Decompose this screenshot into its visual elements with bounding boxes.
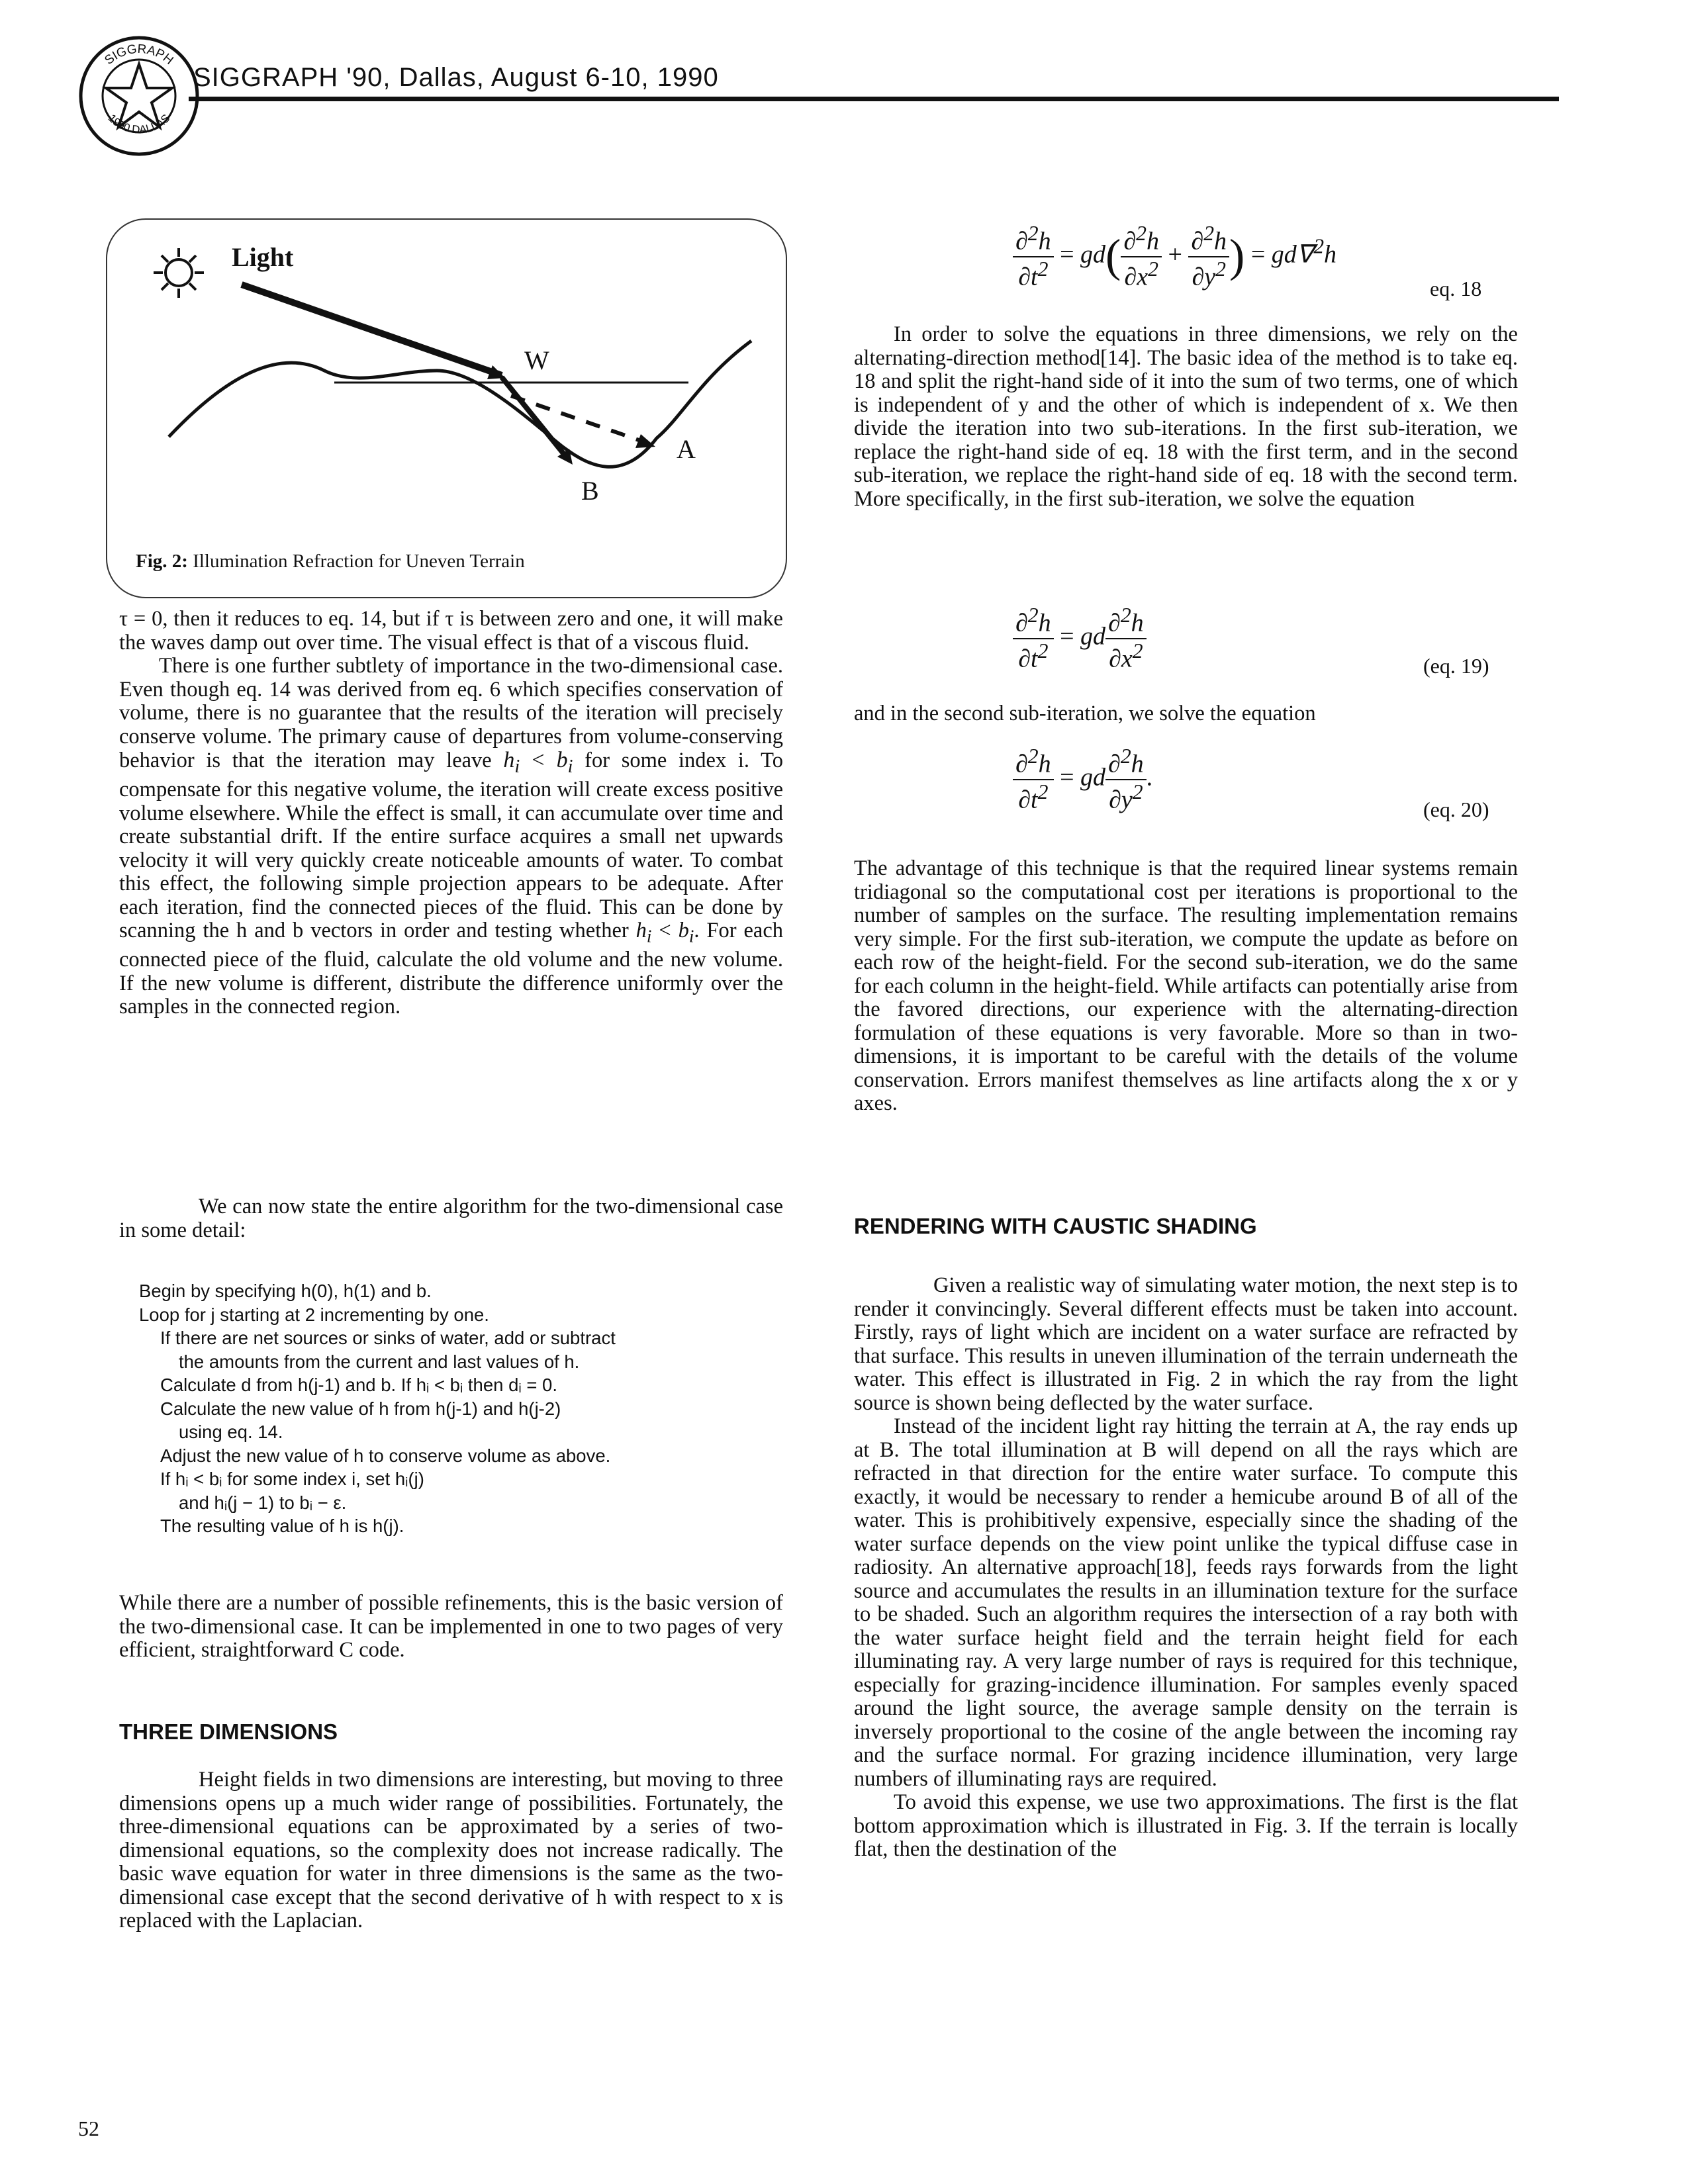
- algo-line: If there are net sources or sinks of water, add or subtract: [160, 1328, 616, 1348]
- label-a: A: [677, 434, 696, 464]
- figure-2-diagram: [106, 218, 784, 549]
- algo-line: using eq. 14.: [179, 1422, 283, 1442]
- algo-line: the amounts from the current and last values of h.: [179, 1351, 580, 1372]
- header-rule: [189, 97, 1559, 101]
- right-paragraph-3: The advantage of this technique is that the required linear systems remain tridiagonal so the computational cost per iterations is proportional to the number of samples on the surface. The resulting implementation remains very simple. For the first sub-iteration, we compute the update as before on each row of the height-field. For the second sub-iteration, we do the same for each column in the height-field. While artifacts can potentially arise from the favored directions, our experience with the alternating-direction formulation of these equations is very favorable. More so than in two-dimensions, it is important to be careful with the details of the volume conservation. Errors manifest themselves as line artifacts along the x or y axes.: [854, 856, 1518, 1115]
- eq18-label: eq. 18: [1430, 277, 1482, 300]
- refracted-ray: [502, 377, 566, 457]
- sun-icon: [154, 248, 204, 298]
- svg-text:SIGGRAPH: SIGGRAPH: [102, 42, 176, 68]
- unrefracted-ray: [511, 396, 639, 440]
- figure-2-caption: Fig. 2: Illumination Refraction for Uneven Terrain: [136, 551, 525, 572]
- light-label: Light: [232, 242, 294, 272]
- heading-three-dimensions: THREE DIMENSIONS: [119, 1719, 338, 1744]
- algo-line: If hᵢ < bᵢ for some index i, set hᵢ(j): [160, 1469, 424, 1489]
- right-paragraph-2: and in the second sub-iteration, we solve the equation: [854, 702, 1316, 725]
- algo-line: and hᵢ(j − 1) to bᵢ − ε.: [179, 1492, 347, 1513]
- heading-rendering: RENDERING WITH CAUSTIC SHADING: [854, 1214, 1257, 1238]
- left-paragraph-5: Height fields in two dimensions are interesting, but moving to three dimensions opens up a much wider range of possibilities. Fortunately, the three-dimensional equations can be approximated by a series of two-dimensional equations, so the complexity does not increase radically. The basic wave equation for water in three dimensions is the same as the two-dimensional case except that the second derivative of h with respect to x is replaced with the Laplacian.: [119, 1768, 783, 1933]
- conference-header: SIGGRAPH '90, Dallas, August 6-10, 1990: [193, 63, 719, 92]
- page-number: 52: [78, 2116, 99, 2140]
- algo-line: Calculate the new value of h from h(j-1) and h(j-2): [160, 1398, 561, 1419]
- left-paragraph-2: There is one further subtlety of importance in the two-dimensional case. Even though eq. 14 was derived from eq. 6 which specifies conservation of volume, there is no guarantee that the results of the iteration will precisely conserve volume. The primary cause of departures from volume-conserving behavior is that the iteration may leave $h_i < b_i$ for some index i. To compensate for this negative volume, the iteration will create excess positive volume elsewhere. While the effect is small, it can accumulate over time and create substantial drift. If the entire surface acquires a small net upwards velocity it will very quickly create noticeable amounts of water. To combat this effect, the following simple projection appears to be adequate. After each iteration, find the connected pieces of the fluid. This can be done by scanning the h and b vectors in order and testing whether $h_i < b_i$. For each connected piece of the fluid, calculate the old volume and the new volume. If the new volume is different, distribute the difference uniformly over the samples in the connected region.: [119, 654, 783, 1019]
- siggraph-logo: [73, 30, 205, 162]
- eq19-label: (eq. 19): [1423, 654, 1489, 678]
- right-paragraph-4: Given a realistic way of simulating water motion, the next step is to render it convincingly. Several different effects must be taken into account. Firstly, rays of light which are incident on a water surface are refracted by that surface. This results in uneven illumination of the terrain underneath the water. This effect is illustrated in Fig. 2 in which the ray from the light source is shown being deflected by the water surface. Instead of the incident light ray hitting the terrain at A, the ray ends up at B. The total illumination at B will depend on all the rays which are refracted in that direction for the entire water surface. To compute this exactly, it would be necessary to render a hemicube around B of all of the water. This is prohibitively expensive, especially since the shading of the water surface depends on the view point unlike the typical diffuse case in radiosity. An alternative approach[18], feeds rays forwards from the light source and accumulates the results in an illumination texture for the surface to be shaded. Such an algorithm requires the intersection of a ray both with the water surface height field and the terrain height field for each illuminating ray. A very large number of rays is required for this technique, especially for grazing-incidence illumination. For samples evenly spaced around the light source, the average sample density on the terrain is inversely proportional to the cosine of the angle between the incoming ray and the surface normal. For grazing incidence illumination, very large numbers of illuminating rays are required. To avoid this expense, we use two approximations. The first is the flat bottom approximation which is illustrated in Fig. 3. If the terrain is locally flat, then the destination of the: [854, 1273, 1518, 1861]
- right-paragraph-1: In order to solve the equations in three dimensions, we rely on the alternating-direction method[14]. The basic idea of the method is to take eq. 18 and split the right-hand side of it into the sum of two terms, one of which is independent of y and the other of which is independent of x. We then divide the iteration into two sub-iterations. In the first sub-iteration, we replace the right-hand side of eq. 18 with the first term, and in the second sub-iteration, we replace the right-hand side of eq. 18 with the second term. More specifically, in the first sub-iteration, we solve the equation: [854, 322, 1518, 511]
- algo-line: The resulting value of h is h(j).: [160, 1516, 404, 1536]
- label-w: W: [524, 345, 549, 375]
- equation-20: $\frac{\partial^2h}{\partial t^2}$ = gd $\frac{\partial^2h}{\partial y^2}$ .: [1013, 745, 1152, 814]
- eq20-label: (eq. 20): [1423, 797, 1489, 821]
- algo-line: Begin by specifying h(0), h(1) and b.: [139, 1281, 432, 1301]
- svg-text:1990 DALLAS: 1990 DALLAS: [105, 111, 173, 136]
- algo-line: Loop for j starting at 2 incrementing by one.: [139, 1304, 489, 1325]
- left-paragraph-3: We can now state the entire algorithm for the two-dimensional case in some detail:: [119, 1195, 783, 1242]
- equation-19: $\frac{\partial^2h}{\partial t^2}$ = gd $\frac{\partial^2h}{\partial x^2}$: [1013, 604, 1147, 673]
- label-b: B: [581, 476, 599, 506]
- equation-18: $\frac{\partial^2h}{\partial t^2}$ = gd( $\frac{\partial^2h}{\partial x^2}$ + $\frac{\partial^2h}{\partial y^2}$ ) = gd∇$^2$h: [1013, 222, 1336, 291]
- incoming-ray: [242, 285, 502, 375]
- left-column-text-a: [119, 608, 783, 1019]
- algo-line: Adjust the new value of h to conserve volume as above.: [160, 1445, 611, 1466]
- algo-line: Calculate d from h(j-1) and b. If hᵢ < bᵢ then dᵢ = 0.: [160, 1375, 557, 1395]
- left-paragraph-4: While there are a number of possible refinements, this is the basic version of the two-dimensional case. It can be implemented in one to two pages of very efficient, straightforward C code.: [119, 1591, 783, 1662]
- left-paragraph-1: τ = 0, then it reduces to eq. 14, but if τ is between zero and one, it will make the waves damp out over time. The visual effect is that of a viscous fluid.: [119, 607, 783, 655]
- algorithm-listing: [139, 1279, 774, 1538]
